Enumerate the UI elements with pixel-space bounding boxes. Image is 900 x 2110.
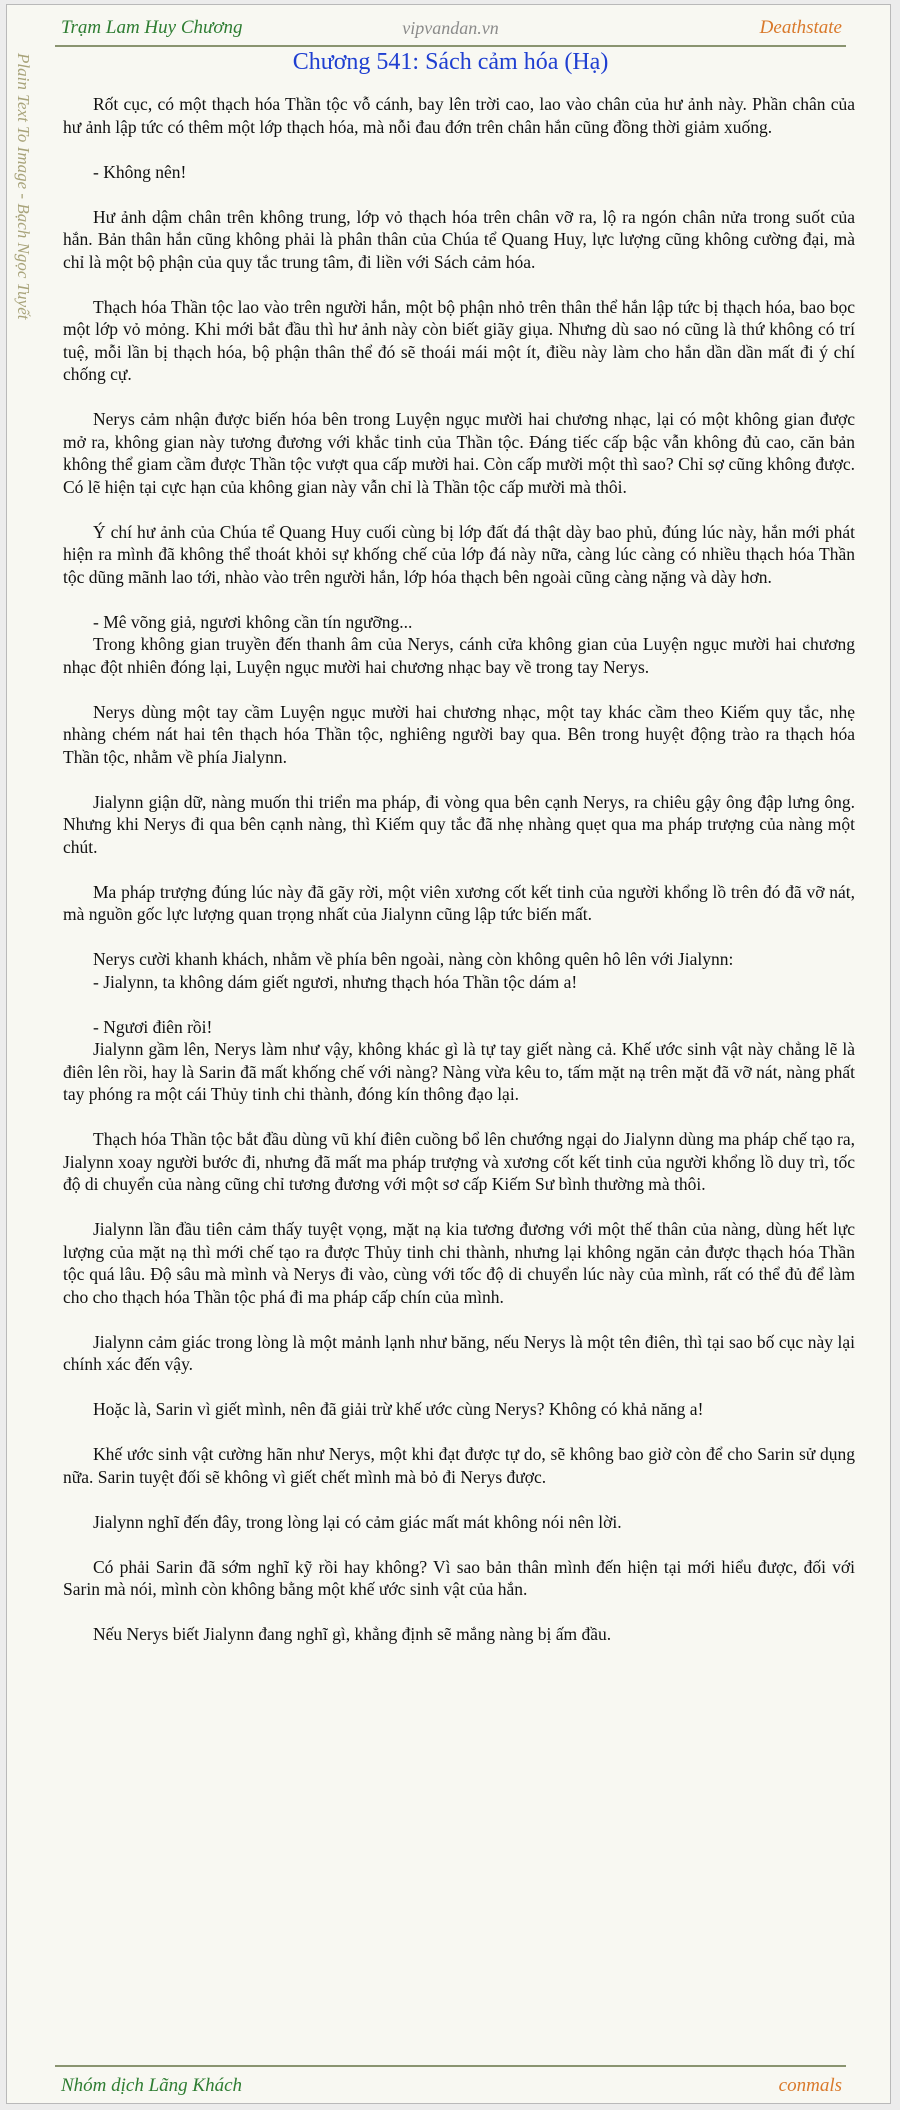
paragraph: Nerys dùng một tay cầm Luyện ngục mười hai chương nhạc, một tay khác cầm theo Kiếm quy tắc, nhẹ nhàng chém nát hai tên thạch hóa Thần tộc, nghiêng người bay qua. Bên trong huyệt động trào ra thạch hóa Thần tộc, nhằm về phía Jialynn. xyxy=(63,701,855,767)
paragraph: - Ngươi điên rồi! xyxy=(93,1016,213,1037)
paragraph: Nếu Nerys biết Jialynn đang nghĩ gì, khẳng định sẽ mắng nàng bị ấm đầu. xyxy=(93,1624,612,1644)
header-site-name: Trạm Lam Huy Chương xyxy=(61,17,243,38)
header-translator: Deathstate xyxy=(759,17,842,38)
paragraph: Ma pháp trượng đúng lúc này đã gãy rời, một viên xương cốt kết tinh của người khổng lồ trên đó đã vỡ nát, mà nguồn gốc lực lượng quan trọng nhất của Jialynn cũng lập tức biến mất. xyxy=(63,881,855,924)
paragraph: - Mê võng giả, ngươi không cần tín ngưỡng... xyxy=(93,611,413,632)
paragraph: Nerys cười khanh khách, nhằm về phía bên ngoài, nàng còn không quên hô lên với Jialynn: xyxy=(93,949,734,969)
paragraph: Jialynn giận dữ, nàng muốn thi triển ma pháp, đi vòng qua bên cạnh Nerys, ra chiêu gậy ông đập lưng ông. Nhưng khi Nerys đi qua bên cạnh nàng, thì Kiếm quy tắc đã nhẹ nhàng quẹt qua ma pháp trượng của nàng một chút. xyxy=(63,791,855,857)
paragraph: Hư ảnh dậm chân trên không trung, lớp vỏ thạch hóa trên chân vỡ ra, lộ ra ngón chân nửa trong suốt của hắn. Bản thân hắn cũng không phải là phân thân của Chúa tể Quang Huy, lực lượng cũng không cường đại, mà chỉ là một bộ phận của quy tắc trung tâm, đi liền với Sách cảm hóa. xyxy=(63,206,855,272)
footer-group-name: Nhóm dịch Lãng Khách xyxy=(61,2075,243,2096)
header-domain: vipvandan.vn xyxy=(402,18,499,38)
page-header xyxy=(55,11,846,47)
side-watermark xyxy=(13,53,37,393)
paragraph: Khế ước sinh vật cường hãn như Nerys, một khi đạt được tự do, sẽ không bao giờ còn để cho Sarin sử dụng nữa. Sarin tuyệt đối sẽ không vì giết chết mình mà bỏ đi Nerys được. xyxy=(63,1444,855,1487)
paragraph: Thạch hóa Thần tộc bắt đầu dùng vũ khí điên cuồng bổ lên chướng ngại do Jialynn dùng ma pháp chế tạo ra, Jialynn xoay người bước đi, nhưng đã mất ma pháp trượng và xương cốt kết tinh của người khổng lồ duy trì, tốc độ di chuyển của nàng cũng chỉ tương đương với một sơ cấp Kiếm Sư bình thường mà thôi. xyxy=(63,1129,855,1194)
page xyxy=(6,4,891,2104)
paragraph: Rốt cục, có một thạch hóa Thần tộc vỗ cánh, bay lên trời cao, lao vào chân của hư ảnh này. Phần chân của hư ảnh lập tức có thêm một lớp thạch hóa, mà nỗi đau đớn trên chân hắn cũng đồng thời giảm xuống. xyxy=(63,94,855,137)
paragraph: Trong không gian truyền đến thanh âm của Nerys, cánh cửa không gian của Luyện ngục mười hai chương nhạc đột nhiên đóng lại, Luyện ngục mười hai chương nhạc bay về trong tay Nerys. xyxy=(63,634,855,677)
chapter-title: Chương 541: Sách cảm hóa (Hạ) xyxy=(292,49,609,75)
paragraph: - Không nên! xyxy=(93,161,187,182)
footer-editor: conmals xyxy=(778,2075,842,2096)
chapter-body xyxy=(63,93,855,1646)
paragraph: Jialynn cảm giác trong lòng là một mảnh lạnh như băng, nếu Nerys là một tên điên, thì tại sao bố cục này lại chính xác đến vậy. xyxy=(63,1331,855,1374)
paragraph: Nerys cảm nhận được biến hóa bên trong Luyện ngục mười hai chương nhạc, lại có một không gian được mở ra, không gian này tương đương với khắc tinh của Thần tộc. Đáng tiếc cấp bậc vẫn không đủ cao, căn bản không thể giam cầm được Thần tộc vượt qua cấp mười hai. Còn cấp mười một thì sao? Chỉ sợ cũng không được. Có lẽ hiện tại cực hạn của không gian này vẫn chỉ là Thần tộc cấp mười mà thôi. xyxy=(63,409,855,497)
paragraph: Thạch hóa Thần tộc lao vào trên người hắn, một bộ phận nhỏ trên thân thể hắn lập tức bị thạch hóa, bao bọc một lớp vỏ mỏng. Khi mới bắt đầu thì hư ảnh này còn biết giãy giụa. Nhưng dù sao nó cũng là thứ không có trí tuệ, mỗi lần bị thạch hóa, bộ phận thân thể đó sẽ thoái mái một ít, điều này làm cho hắn dần dần mất đi ý chí chống cự. xyxy=(63,296,855,384)
page-footer xyxy=(55,2065,846,2101)
paragraph: Có phải Sarin đã sớm nghĩ kỹ rồi hay không? Vì sao bản thân mình đến hiện tại mới hiểu được, đối với Sarin mà nói, mình còn không bằng một khế ước sinh vật của hắn. xyxy=(63,1556,855,1599)
paragraph: Jialynn gầm lên, Nerys làm như vậy, không khác gì là tự tay giết nàng cả. Khế ước sinh vật này chẳng lẽ là điên lên rồi, hay là Sarin đã mất khống chế với nàng? Nàng vừa kêu to, tấm mặt nạ trên mặt đã vỡ nát, nàng phất tay phóng ra một cái Thủy tinh chi thành, đóng kín thông đạo lại. xyxy=(63,1039,855,1104)
paragraph: Jialynn nghĩ đến đây, trong lòng lại có cảm giác mất mát không nói nên lời. xyxy=(93,1511,622,1532)
paragraph: Ý chí hư ảnh của Chúa tể Quang Huy cuối cùng bị lớp đất đá thật dày bao phủ, đúng lúc này, hắn mới phát hiện ra mình đã không thể thoát khỏi sự khống chế của lớp đá này nữa, càng lúc càng có nhiều thạch hóa Thần tộc dũng mãnh lao tới, nhào vào trên người hắn, lớp hóa thạch bên ngoài cũng càng nặng và dày hơn. xyxy=(63,521,855,587)
paragraph: Jialynn lần đầu tiên cảm thấy tuyệt vọng, mặt nạ kia tương đương với một thế thân của nàng, dùng hết lực lượng của mặt nạ thì mới chế tạo ra được Thủy tinh chi thành, nhưng lại không ngăn cản được thạch hóa Thần tộc quá lâu. Độ sâu mà mình và Nerys đi vào, cùng với tốc độ di chuyển lúc này của mình, rất có thể đủ để làm cho cho thạch hóa Thần tộc phá đi ma pháp cấp chín của mình. xyxy=(63,1219,855,1307)
paragraph: Hoặc là, Sarin vì giết mình, nên đã giải trừ khế ước cùng Nerys? Không có khả năng a! xyxy=(93,1399,704,1419)
side-watermark-text: Plain Text To Image - Bạch Ngọc Tuyết xyxy=(14,53,33,320)
paragraph: - Jialynn, ta không dám giết ngươi, nhưng thạch hóa Thần tộc dám a! xyxy=(93,971,578,992)
